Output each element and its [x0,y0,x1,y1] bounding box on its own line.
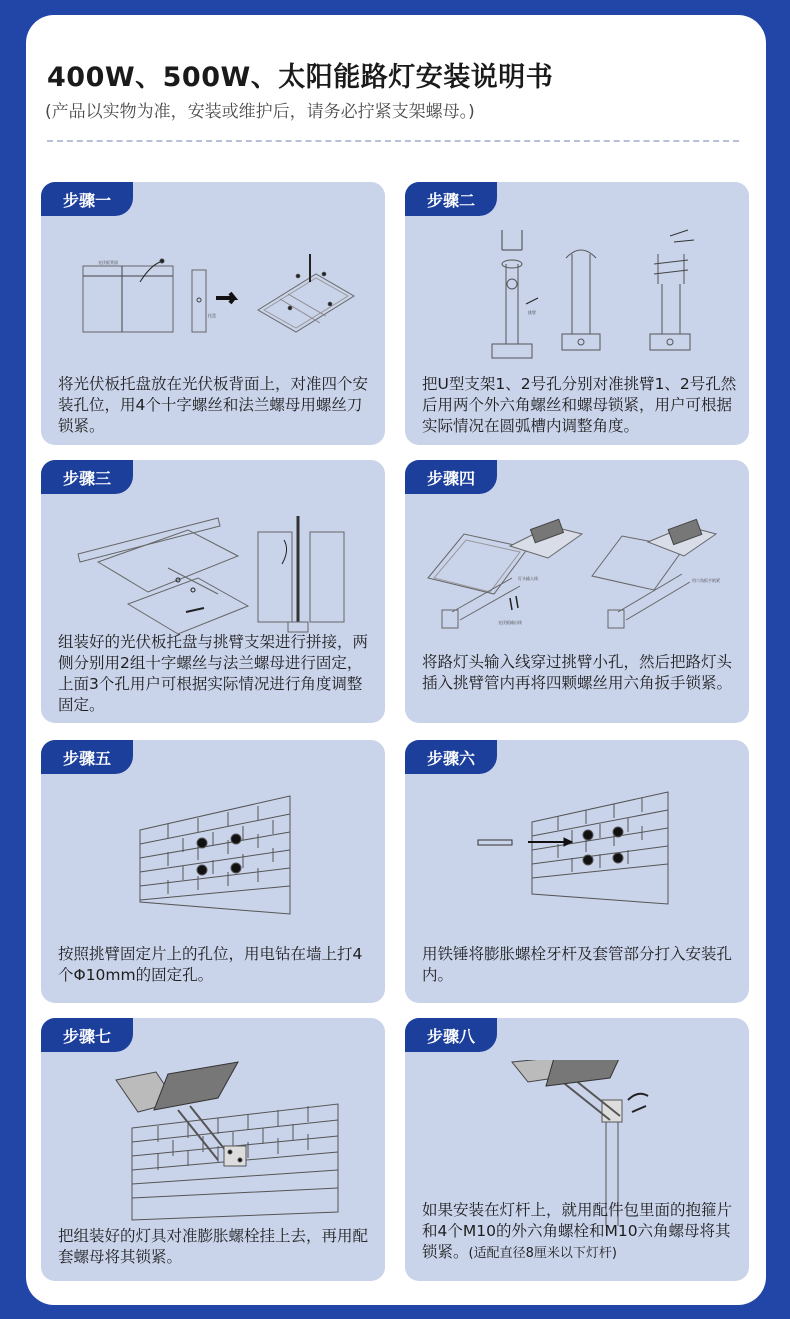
page-subtitle: (产品以实物为准，安装或维护后，请务必拧紧支架螺母。) [45,102,475,122]
step-badge: 步骤七 [41,1018,133,1052]
step-description: 将光伏板托盘放在光伏板背面上，对准四个安装孔位，用4个十字螺丝和法兰螺母用螺丝刀锁紧。 [58,375,369,435]
svg-text:光伏板输出线: 光伏板输出线 [498,620,522,625]
step-text: 如果安装在灯杆上，就用配件包里面的抱箍片和4个M10的外六角螺栓和M10六角螺母将其锁紧。 [422,1201,733,1261]
step-card-6 [405,740,749,1003]
dashed-divider [47,140,739,142]
step-badge: 步骤八 [405,1018,497,1052]
step-description: 按照挑臂固定片上的孔位，用电钻在墙上打4个Φ10mm的固定孔。 [58,945,363,984]
step-description [422,1200,740,1264]
step-card-8 [405,1018,749,1281]
step-card-5 [41,740,385,1003]
step-badge: 步骤三 [41,460,133,494]
step7-illustration [58,1060,368,1226]
step-card-1 [41,182,385,445]
step-card-3 [41,460,385,723]
step-badge: 步骤五 [41,740,133,774]
step6-illustration [422,782,732,948]
svg-text:灯头输入线: 灯头输入线 [518,576,538,581]
step4-illustration [422,502,732,668]
step-badge: 步骤一 [41,182,133,216]
step-badge: 步骤二 [405,182,497,216]
svg-text:挑臂: 挑臂 [528,310,536,315]
step-description: 把组装好的灯具对准膨胀螺栓挂上去，再用配套螺母将其锁紧。 [58,1227,369,1266]
svg-text:用六角扳手锁紧: 用六角扳手锁紧 [692,578,720,583]
step2-illustration [422,224,732,390]
step-description: 把U型支架1、2号孔分别对准挑臂1、2号孔然后用两个外六角螺丝和螺母锁紧，用户可根据实际情况在圆弧槽内调整角度。 [422,375,737,435]
step1-illustration [58,224,368,390]
page-title: 400W、500W、太阳能路灯安装说明书 [47,62,554,93]
step-description: 用铁锤将膨胀螺栓牙杆及套管部分打入安装孔内。 [422,945,733,984]
step-card-2 [405,182,749,445]
step-card-4 [405,460,749,723]
svg-text:光伏板背面: 光伏板背面 [98,260,118,265]
step-badge: 步骤四 [405,460,497,494]
step-description: 将路灯头输入线穿过挑臂小孔，然后把路灯头插入挑臂管内再将四颗螺丝用六角扳手锁紧。 [422,653,733,692]
svg-text:托盘: 托盘 [208,313,216,318]
step-card-7 [41,1018,385,1281]
step-note: (适配直径8厘米以下灯杆) [468,1246,617,1261]
step5-illustration [58,782,368,948]
step-badge: 步骤六 [405,740,497,774]
step-description: 组装好的光伏板托盘与挑臂支架进行拼接，两侧分别用2组十字螺丝与法兰螺母进行固定，上面3个孔用户可根据实际情况进行角度调整固定。 [58,633,369,714]
